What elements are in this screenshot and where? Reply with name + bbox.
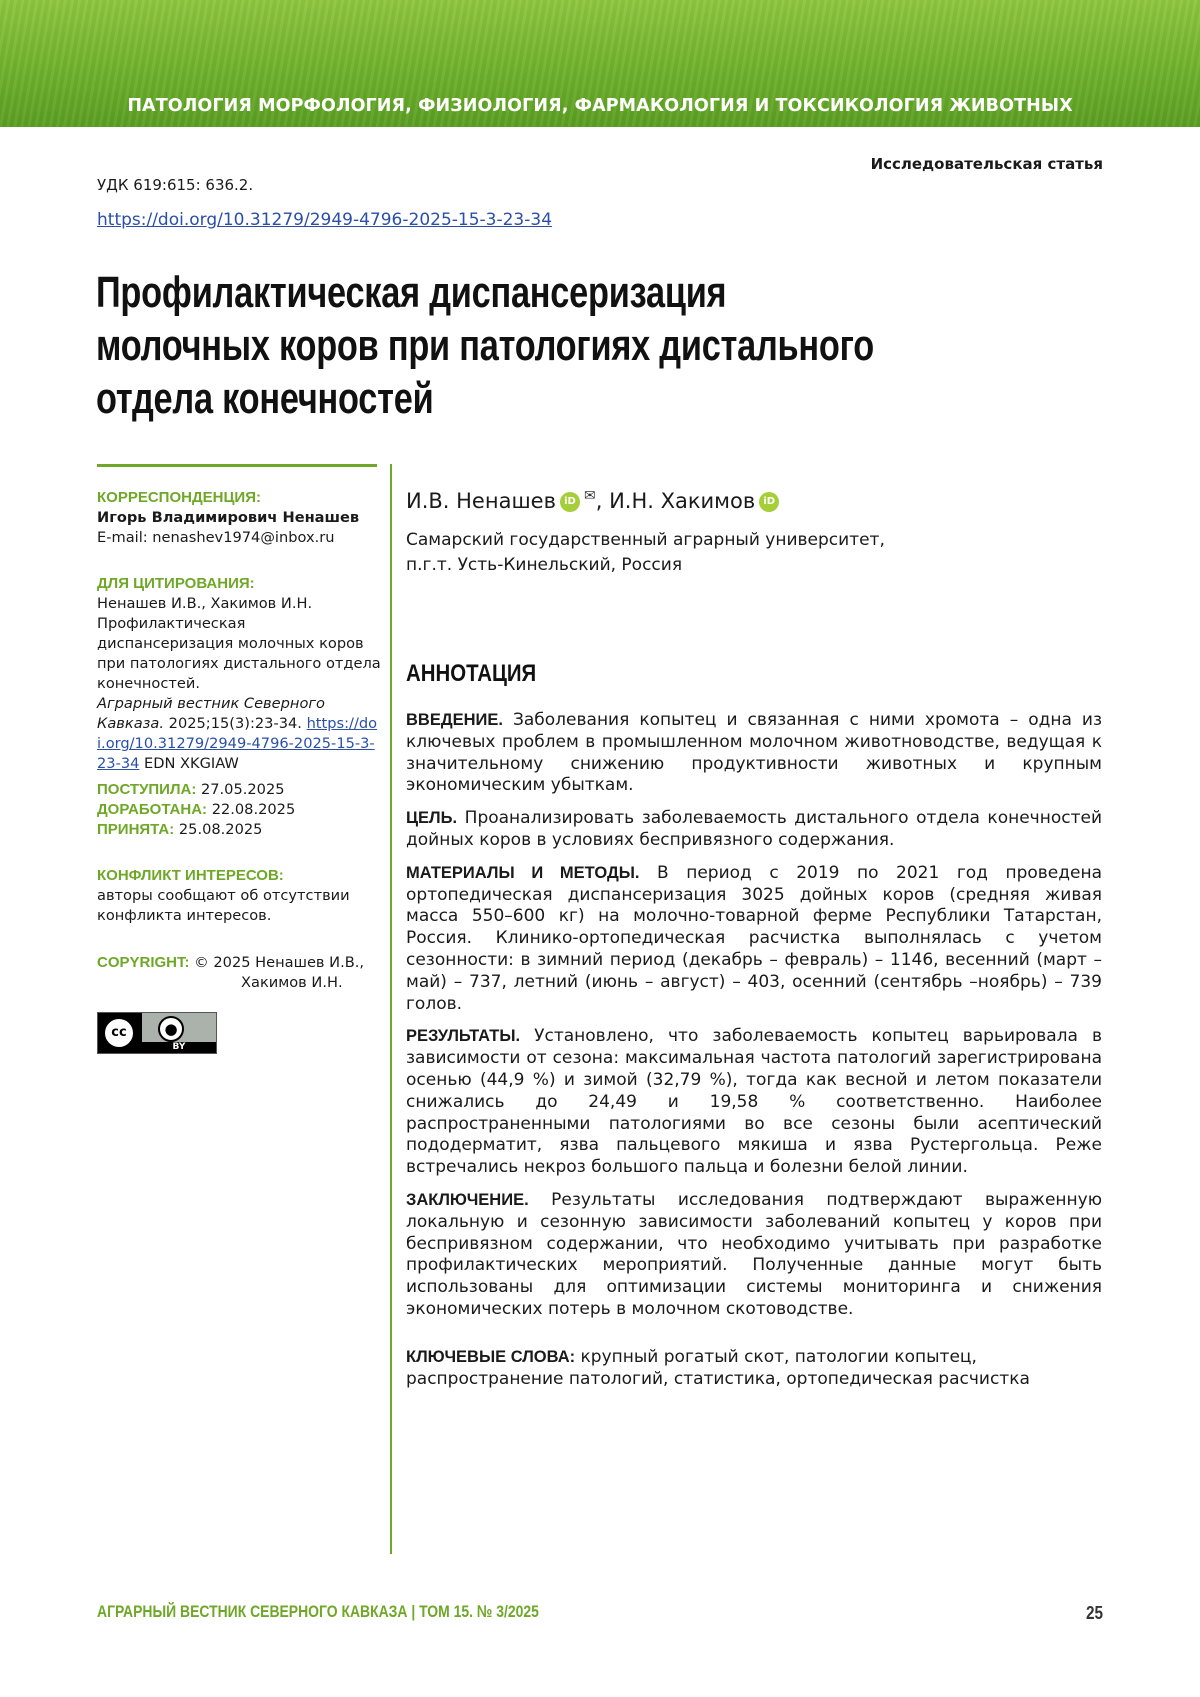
cc-by-label: BY [142, 1042, 216, 1053]
orcid-icon[interactable]: iD [759, 492, 779, 512]
accepted-label: ПРИНЯТА: [97, 821, 175, 838]
udk-code: УДК 619:615: 636.2. [97, 176, 254, 194]
accepted-row [97, 820, 382, 840]
affiliation-line-1: Самарский государственный аграрный университет, [406, 530, 885, 550]
header-banner [0, 0, 1200, 127]
sidebar-top-rule [97, 464, 377, 467]
title-line-3: отдела конечностей [96, 374, 434, 423]
abstract-methods [406, 863, 1102, 1016]
authors-line [406, 488, 779, 513]
copyright-block [97, 953, 382, 993]
author-separator: , [595, 489, 610, 513]
page-number: 25 [1085, 1603, 1103, 1623]
results-label: РЕЗУЛЬТАТЫ. [406, 1027, 521, 1046]
column-divider [390, 464, 392, 1554]
article-type: Исследовательская статья [870, 155, 1103, 173]
revised-label: ДОРАБОТАНА: [97, 801, 208, 818]
doi-link[interactable]: https://doi.org/10.31279/2949-4796-2025-15-3-23-34 [97, 210, 553, 230]
citation-authors: Ненашев И.В., Хакимов И.Н. [97, 595, 313, 612]
conclusion-text: Результаты исследования подтверждают выраженную локальную и сезонную зависимости заболеваний копытец у коров при беспривязном содержании, что необходимо учитывать при разработке профилактических мероприятий. Полученные данные могут быть использованы для оптимизации системы мониторинга и снижения экономических потерь в молочном скотоводстве. [406, 1189, 1103, 1319]
citation-issue: 2025;15(3):23-34. [168, 715, 302, 732]
dates-block [97, 780, 382, 840]
conflict-block [97, 866, 382, 926]
citation-journal: Аграрный вестник Северного Кавказа. [97, 695, 325, 732]
keywords-label: КЛЮЧЕВЫЕ СЛОВА: [406, 1348, 576, 1366]
footer-journal: АГРАРНЫЙ ВЕСТНИК СЕВЕРНОГО КАВКАЗА | ТОМ 15. № 3/2025 [97, 1602, 539, 1621]
keywords-text: крупный рогатый скот, патологии копытец, распространение патологий, статистика, ортопедическая расчистка [406, 1347, 1030, 1389]
envelope-icon[interactable]: ✉ [583, 488, 596, 504]
affiliation [406, 528, 885, 578]
attribution-person-icon: ● [158, 1016, 184, 1042]
citation-block [97, 574, 382, 774]
aim-text: Проанализировать заболеваемость дистального отдела конечностей дойных коров в условиях беспривязного содержания. [406, 808, 1102, 850]
methods-text: В период с 2019 по 2021 год проведена ортопедическая диспансеризация 3025 дойных коров (средняя живая масса 550–600 кг) на молочно-товарной ферме Республики Татарстан, Россия. Клинико-ортопедическая расчистка выполнялась с учетом сезонности: в зимний период (декабрь – февраль) – 1146, весенний (март – май) – 737, летний (июнь – август) – 403, осенний (сентябрь –ноябрь) – 739 голов. [406, 862, 1102, 1014]
copyright-row [97, 953, 382, 973]
keywords [406, 1346, 1102, 1390]
author-2: И.Н. Хакимов [609, 489, 756, 513]
correspondence-email: E-mail: nenashev1974@inbox.ru [97, 529, 335, 546]
copyright-label: COPYRIGHT: [97, 954, 190, 971]
received-date: 27.05.2025 [200, 781, 285, 798]
aim-label: ЦЕЛЬ. [406, 809, 458, 828]
author-1: И.В. Ненашев [406, 489, 556, 513]
abstract-body [406, 710, 1102, 1332]
affiliation-line-2: п.г.т. Усть-Кинельский, Россия [406, 555, 683, 575]
abstract-heading: АННОТАЦИЯ [406, 660, 537, 687]
methods-label: МАТЕРИАЛЫ И МЕТОДЫ. [406, 863, 640, 882]
abstract-aim [406, 808, 1102, 852]
correspondence-name: Игорь Владимирович Ненашев [97, 509, 360, 526]
correspondence-label: КОРРЕСПОНДЕНЦИЯ: [97, 489, 261, 506]
revised-row [97, 800, 382, 820]
cc-icon: cc [102, 1016, 136, 1050]
orcid-icon[interactable]: iD [560, 492, 580, 512]
conclusion-label: ЗАКЛЮЧЕНИЕ. [406, 1190, 529, 1209]
article-title [96, 266, 993, 425]
copyright-text: © 2025 Ненашев И.В., [194, 954, 365, 971]
received-row [97, 780, 382, 800]
intro-label: ВВЕДЕНИЕ. [406, 711, 503, 729]
conflict-label: КОНФЛИКТ ИНТЕРЕСОВ: [97, 867, 284, 884]
citation-title: Профилактическая диспансеризация молочных коров при патологиях дистального отдела конечностей. [97, 615, 381, 692]
correspondence-block [97, 488, 382, 548]
intro-text: Заболевания копытец и связанная с ними хромота – одна из ключевых проблем в промышленном молочном животноводстве, ведущая к значительному снижению продуктивности животных и крупным экономическим убыткам. [406, 710, 1102, 796]
abstract-intro [406, 710, 1102, 797]
results-text: Установлено, что заболеваемость копытец варьировала в зависимости от сезона: максимальная частота патологий зарегистрирована осенью (44,9 %) и зимой (32,79 %), тогда как весной и летом показатели снижались до 24,49 и 19,58 % соответственно. Наиболее распространенными патологиями во все сезоны были асептический пододерматит, язва пальцевого мякиша и язва Рустергольца. Реже встречались некроз большого пальца и болезни белой линии. [406, 1026, 1103, 1178]
revised-date: 22.08.2025 [211, 801, 296, 818]
section-title: ПАТОЛОГИЯ МОРФОЛОГИЯ, ФИЗИОЛОГИЯ, ФАРМАКОЛОГИЯ И ТОКСИКОЛОГИЯ ЖИВОТНЫХ [127, 96, 1073, 116]
abstract-results [406, 1026, 1102, 1179]
citation-edn: EDN XKGIAW [144, 755, 239, 772]
received-label: ПОСТУПИЛА: [97, 781, 197, 798]
abstract-conclusion [406, 1190, 1102, 1321]
conflict-text: авторы сообщают об отсутствии конфликта интересов. [97, 887, 350, 924]
title-line-2: молочных коров при патологиях дистального [96, 321, 874, 370]
citation-label: ДЛЯ ЦИТИРОВАНИЯ: [97, 575, 255, 592]
accepted-date: 25.08.2025 [178, 821, 263, 838]
citation-doi-link[interactable]: https://doi.org/10.31279/2949-4796-2025-15-3-23-34 [97, 715, 378, 772]
citation-source [97, 694, 382, 774]
title-line-1: Профилактическая диспансеризация [96, 268, 727, 317]
copyright-text-2: Хакимов И.Н. [241, 974, 343, 991]
cc-by-license-badge[interactable] [97, 1012, 217, 1054]
